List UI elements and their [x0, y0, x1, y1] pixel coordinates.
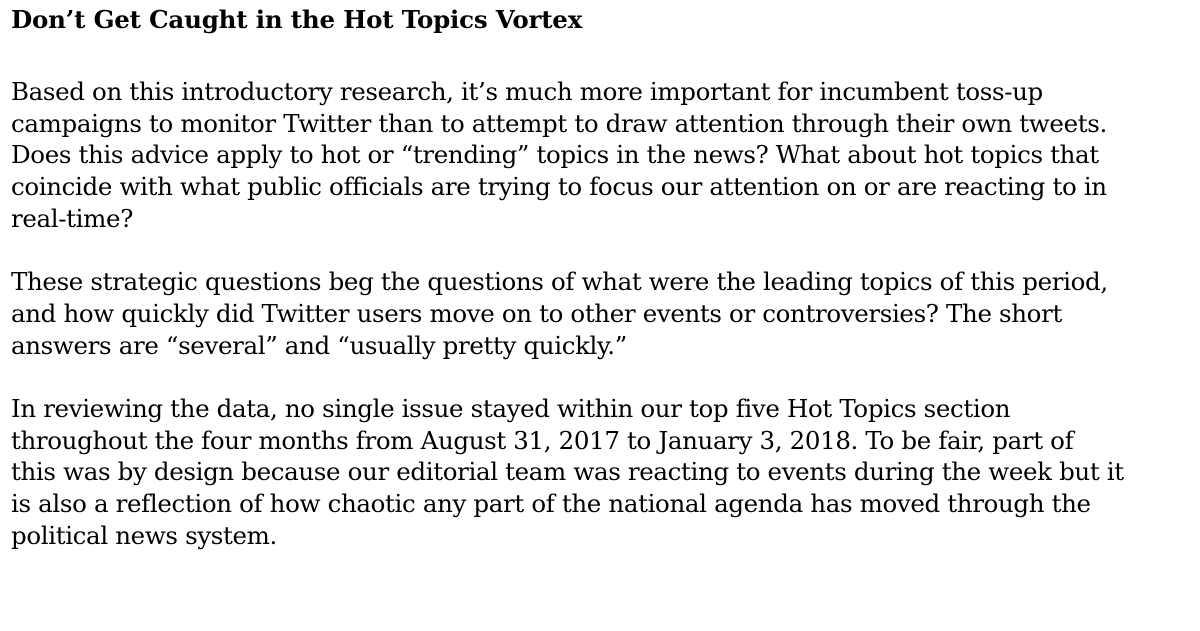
document-body	[11, 4, 1196, 583]
paragraph-line: is also a reflection of how chaotic any part of the national agenda has moved through the	[11, 489, 1091, 519]
paragraph-line: this was by design because our editorial team was reacting to events during the week but it	[11, 457, 1124, 487]
paragraph-line: answers are “several” and “usually pretty quickly.”	[11, 330, 627, 360]
document-title: Don’t Get Caught in the Hot Topics Vortex	[11, 5, 583, 34]
paragraph-1	[11, 76, 1196, 235]
paragraph-line: throughout the four months from August 31, 2017 to January 3, 2018. To be fair, part of	[11, 425, 1074, 455]
paragraph-line: These strategic questions beg the questions of what were the leading topics of this period,	[11, 267, 1108, 297]
paragraph-2	[11, 266, 1196, 361]
paragraph-line: political news system.	[11, 520, 277, 550]
paragraph-line: real-time?	[11, 203, 133, 233]
paragraph-line: coincide with what public officials are trying to focus our attention on or are reacting to in	[11, 172, 1107, 202]
paragraph-line: and how quickly did Twitter users move on to other events or controversies? The short	[11, 298, 1062, 328]
paragraph-line: campaigns to monitor Twitter than to attempt to draw attention through their own tweets.	[11, 108, 1107, 138]
paragraph-line: Based on this introductory research, it’s much more important for incumbent toss-up	[11, 77, 1043, 106]
paragraph-3	[11, 393, 1196, 552]
paragraph-line: Does this advice apply to hot or “trending” topics in the news? What about hot topics that	[11, 140, 1099, 170]
paragraph-line: In reviewing the data, no single issue stayed within our top five Hot Topics section	[11, 394, 1011, 423]
